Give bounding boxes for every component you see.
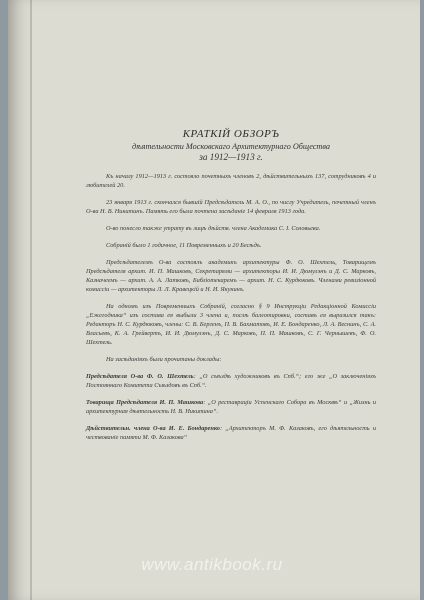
report-text: : „О реставраціи Успенскаго Собора въ Москвѣ“ и „Жизнь и архитектурная дѣятельность Н. В. Никитина“. [86,399,376,415]
report-author: Предсѣдателя О-ва Ф. О. Шехтель [86,373,194,380]
subtitle-line-1: дѣятельности Московскаго Архитектурнаго Общества [132,142,330,151]
report-author: Дѣйствительн. члена О-ва И. Е. Бондаренко [86,425,220,432]
paragraph-obituary: 23 января 1913 г. скончался бывшій Предсѣдатель М. А. О., по числу Учредитель, почетный членъ О-ва Н. В. Никитинъ. Память его была почтена засѣданіе 14 февраля 1913 года. [86,199,376,215]
page-subtitle [86,141,376,163]
report-item [86,424,376,442]
book-page [8,0,420,600]
page-title: КРАТКІЙ ОБЗОРЪ [182,128,280,140]
report-author: Товарища Предсѣдателя И. П. Машкова [86,399,204,406]
subtitle-line-2: за 1912—1913 г. [199,152,263,162]
paragraph-members: Къ началу 1912—1913 г. состояло почетныхъ членовъ 2, дѣйствительныхъ 137, сотрудниковъ 4 и любителей 20. [86,173,376,189]
paragraph-commission: На одномъ изъ Повременныхъ Собраній, согласно § 9 Инструкціи Редакціонной Комиссіи „Ежегодника“ изъ состава ея выбыли 3 члена и, послѣ баллотировки, составъ ея выразился такъ: Редакторъ Н. С. Курдюковъ, члены: С. В. Бергенъ, П. В. Бахматовъ, И. Е. Бондаренко, Л. А. Веснинъ, С. А. Власьевъ, К. А. Грейвертъ, И. И. Дюмулэнъ, Д. С. Марковъ, П. П. Машковъ, С. Г. Чернышевъ, Ф. О. Шехтель. [86,303,376,346]
paragraph-reports-intro: На засѣданіяхъ были прочитаны доклады: [106,356,222,363]
report-text: : „О съѣздѣ художниковъ въ Спб.“; его же „О заключеніяхъ Постояннаго Комитета Съѣздовъ въ Спб.“. [86,373,376,389]
report-text: : „Архитекторъ М. Ф. Казаковъ, его дѣятельность и чествованіе памяти М. Ф. Казакова“ [86,425,377,441]
paragraph-meetings: Собраній было 1 годичное, 11 Повременныхъ и 20 Бесѣдъ. [106,242,262,249]
report-item [86,372,376,390]
report-item [86,398,376,416]
paragraph-board: Предсѣдателемъ О-ва состоялъ академикъ архитектуры Ф. О. Шехтель, Товарищемъ Предсѣдателя архит. И. П. Машковъ, Секретарями — архитекторы И. И. Дюмулэнъ и Д. С. Марковъ, Казначеемъ — архит. А. А. Латковъ, Библіотекаремъ — архит. Н. С. Курдюковъ. Членами ревизіонной комиссіи — архитекторы Л. Л. Кравецкій и Н. И. Якунинъ. [86,259,376,293]
page-content [86,130,376,450]
page-gutter [30,0,32,600]
watermark: www.antikbook.ru [141,555,283,574]
paragraph-loss: О-во понесло также утрату въ лицѣ дѣйств. члена Академика С. І. Соловьева. [106,225,321,232]
